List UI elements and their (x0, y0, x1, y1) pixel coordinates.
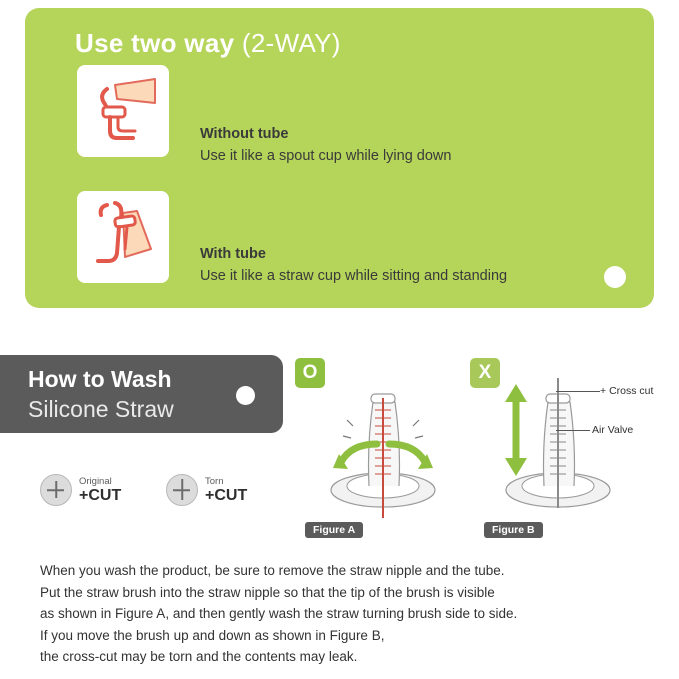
thumbnail-without-tube (77, 65, 169, 157)
cut-label-small: Original (79, 476, 112, 487)
row-heading: Without tube (200, 126, 289, 142)
panel-title (75, 28, 341, 59)
row-with-tube (200, 246, 507, 284)
row-without-tube (200, 126, 451, 164)
paragraph-line: Put the straw brush into the straw nipple so that the tip of the brush is visible (40, 584, 495, 600)
cut-label-small: Torn (205, 476, 224, 487)
air-valve-leader-line (556, 430, 590, 431)
cut-label-big: +CUT (205, 487, 248, 504)
how-to-wash-title-line2: Silicone Straw (28, 396, 174, 422)
decorative-dot (604, 266, 626, 288)
figure-b-caption: Figure B (484, 522, 543, 538)
cut-icon-torn (166, 474, 247, 506)
how-to-wash-title-line1: How to Wash (28, 366, 172, 392)
cross-cut-leader-line (556, 391, 600, 392)
figure-b-mark: X (470, 358, 500, 388)
torn-cut-icon (166, 474, 198, 506)
paragraph-line: When you wash the product, be sure to remove the straw nipple and the tube. (40, 563, 505, 578)
cross-cut-label: Cross cut (609, 385, 654, 397)
wash-instructions-paragraph (40, 560, 640, 668)
header-decorative-dot (236, 386, 255, 405)
bottle-without-tube-icon (77, 65, 169, 157)
how-to-wash-title (28, 364, 174, 424)
paragraph-line: the cross-cut may be torn and the contents may leak. (40, 649, 358, 664)
row-heading: With tube (200, 246, 266, 262)
row-subtext: Use it like a straw cup while sitting and standing (200, 268, 508, 284)
panel-title-bold: Use two way (75, 28, 235, 58)
thumbnail-with-tube (77, 191, 169, 283)
bottle-with-tube-icon (77, 191, 169, 283)
cut-icon-original (40, 474, 121, 506)
figure-a-caption: Figure A (305, 522, 363, 538)
paragraph-line: as shown in Figure A, and then gently wash the straw turning brush side to side. (40, 606, 518, 621)
paragraph-line: If you move the brush up and down as shown in Figure B, (40, 627, 385, 643)
cut-labels (205, 476, 247, 504)
cross-cut-icon (40, 474, 72, 506)
row-subtext: Use it like a spout cup while lying down (200, 148, 452, 164)
panel-title-light: (2-WAY) (241, 28, 341, 58)
two-way-panel (25, 8, 654, 308)
cut-label-big: +CUT (79, 487, 122, 504)
cross-cut-plus: + (600, 385, 607, 397)
cross-cut-callout (600, 385, 653, 397)
cut-labels (79, 476, 121, 504)
figure-a-block (295, 358, 475, 538)
air-valve-callout: Air Valve (592, 424, 634, 436)
figure-a-mark: O (295, 358, 325, 388)
